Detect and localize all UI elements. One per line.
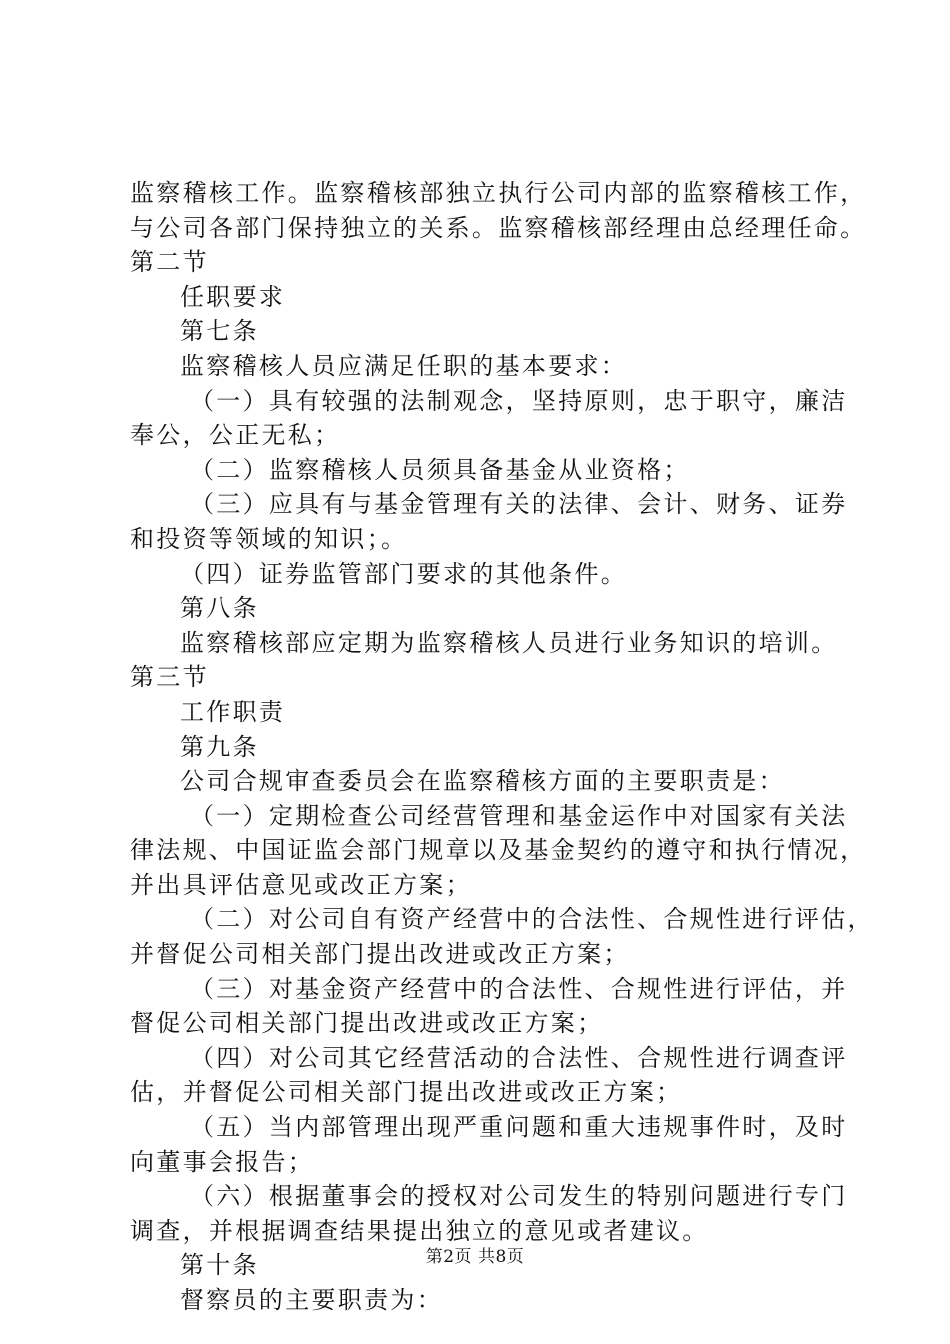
text-line: 工作职责: [180, 697, 286, 726]
text-line: 第十条: [180, 1251, 259, 1280]
text-line: 督促公司相关部门提出改进或改正方案；: [130, 1009, 604, 1038]
text-line: 估，并督促公司相关部门提出改进或改正方案；: [130, 1078, 683, 1107]
text-line: （四）证券监管部门要求的其他条件。: [180, 559, 628, 588]
text-line: （一）定期检查公司经营管理和基金运作中对国家有关法: [190, 801, 848, 830]
text-line: 第二节: [130, 248, 209, 277]
text-line: 监察稽核人员应满足任职的基本要求：: [180, 351, 628, 380]
text-line: 监察稽核部应定期为监察稽核人员进行业务知识的培训。: [180, 628, 838, 657]
text-line: 第三节: [130, 663, 209, 692]
text-line: 督察员的主要职责为：: [180, 1286, 443, 1314]
text-line: （三）对基金资产经营中的合法性、合规性进行评估，并: [190, 974, 848, 1003]
text-line: （三）应具有与基金管理有关的法律、会计、财务、证券: [190, 490, 848, 519]
text-line: （六）根据董事会的授权对公司发生的特别问题进行专门: [190, 1182, 848, 1211]
text-line: （五）当内部管理出现严重问题和重大违规事件时，及时: [190, 1113, 848, 1142]
text-line: （二）监察稽核人员须具备基金从业资格；: [190, 455, 690, 484]
text-line: 奉公，公正无私；: [130, 421, 341, 450]
text-line: 律法规、中国证监会部门规章以及基金契约的遵守和执行情况，: [130, 836, 867, 865]
text-line: （四）对公司其它经营活动的合法性、合规性进行调查评: [190, 1043, 848, 1072]
document-body: [130, 176, 874, 1318]
text-line: 监察稽核工作。监察稽核部独立执行公司内部的监察稽核工作，: [130, 179, 867, 207]
text-line: 第七条: [180, 317, 259, 346]
text-line: 并督促公司相关部门提出改进或改正方案；: [130, 940, 630, 969]
text-line: 第八条: [180, 594, 259, 623]
text-line: （二）对公司自有资产经营中的合法性、合规性进行评估，: [190, 905, 874, 934]
text-line: 第九条: [180, 732, 259, 761]
text-line: 任职要求: [180, 282, 286, 311]
text-line: 向董事会报告；: [130, 1147, 315, 1176]
text-line: 公司合规审查委员会在监察稽核方面的主要职责是：: [180, 767, 785, 796]
text-line: 与公司各部门保持独立的关系。监察稽核部经理由总经理任命。: [130, 213, 867, 242]
text-line: 调查，并根据调查结果提出独立的意见或者建议。: [130, 1216, 709, 1245]
text-line: 并出具评估意见或改正方案；: [130, 870, 472, 899]
text-line: （一）具有较强的法制观念，坚持原则，忠于职守，廉洁: [190, 386, 848, 415]
page-footer: 第2页 共8页: [425, 1247, 525, 1267]
text-line: 和投资等领域的知识；。: [130, 524, 408, 553]
